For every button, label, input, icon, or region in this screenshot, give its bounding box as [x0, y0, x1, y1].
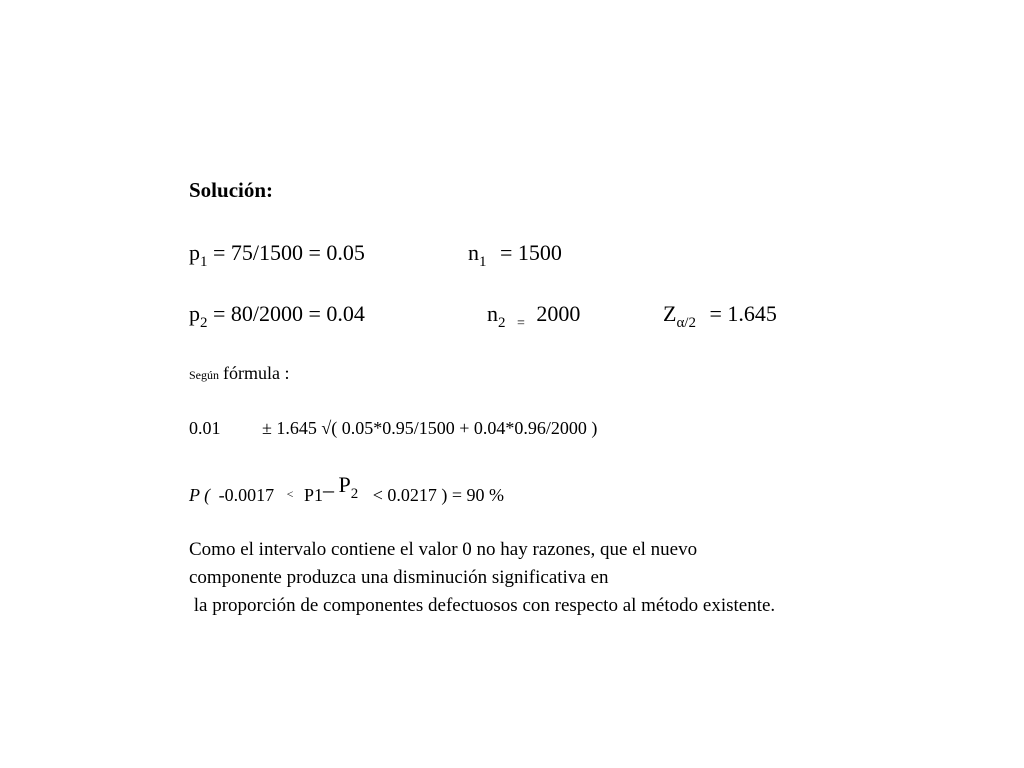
prob-lower-bound: -0.0017	[218, 485, 275, 505]
z-expression: = 1.645	[709, 301, 777, 326]
p1-symbol: p	[189, 240, 200, 265]
z-definition	[663, 301, 777, 331]
calc-expression: ± 1.645 √( 0.05*0.95/1500 + 0.04*0.96/2000 )	[262, 418, 598, 438]
prob-p2-symbol: P	[338, 472, 351, 497]
conclusion-line-1: Como el intervalo contiene el valor 0 no hay razones, que el nuevo	[189, 539, 698, 560]
n1-definition	[468, 240, 562, 270]
formula-label: fórmula :	[223, 363, 290, 383]
conclusion-line-3: la proporción de componentes defectuosos con respecto al método existente.	[189, 595, 776, 616]
p2-subscript: 2	[200, 315, 208, 331]
n1-symbol: n	[468, 240, 479, 265]
p1-definition	[189, 240, 365, 270]
conclusion-line-2: componente produzca una disminución significativa en	[189, 567, 609, 588]
solution-title: Solución:	[189, 178, 274, 202]
prob-p2-subscript: 2	[350, 486, 359, 502]
p1-subscript: 1	[200, 254, 208, 270]
probability-statement	[189, 472, 505, 505]
n2-definition	[487, 301, 581, 331]
prob-prefix: P (	[189, 485, 211, 505]
segun-label: Según	[189, 368, 219, 382]
n1-subscript: 1	[479, 254, 487, 270]
z-subscript: α/2	[676, 315, 696, 331]
n2-value: 2000	[536, 301, 581, 326]
formula-label-line	[189, 364, 289, 383]
p2-symbol: p	[189, 301, 200, 326]
n1-expression: = 1500	[500, 240, 562, 265]
prob-dash: –	[322, 477, 334, 502]
z-symbol: Z	[663, 301, 677, 326]
n2-symbol: n	[487, 301, 498, 326]
prob-rest: < 0.0217 ) = 90 %	[372, 485, 505, 505]
n2-subscript: 2	[498, 315, 506, 331]
p2-expression: = 80/2000 = 0.04	[213, 301, 365, 326]
prob-p1: P1	[303, 485, 323, 505]
prob-less-than: <	[286, 487, 294, 501]
p1-expression: = 75/1500 = 0.05	[213, 240, 365, 265]
p2-definition	[189, 301, 365, 331]
calc-value: 0.01	[189, 418, 221, 438]
n2-equals: =	[517, 316, 525, 331]
